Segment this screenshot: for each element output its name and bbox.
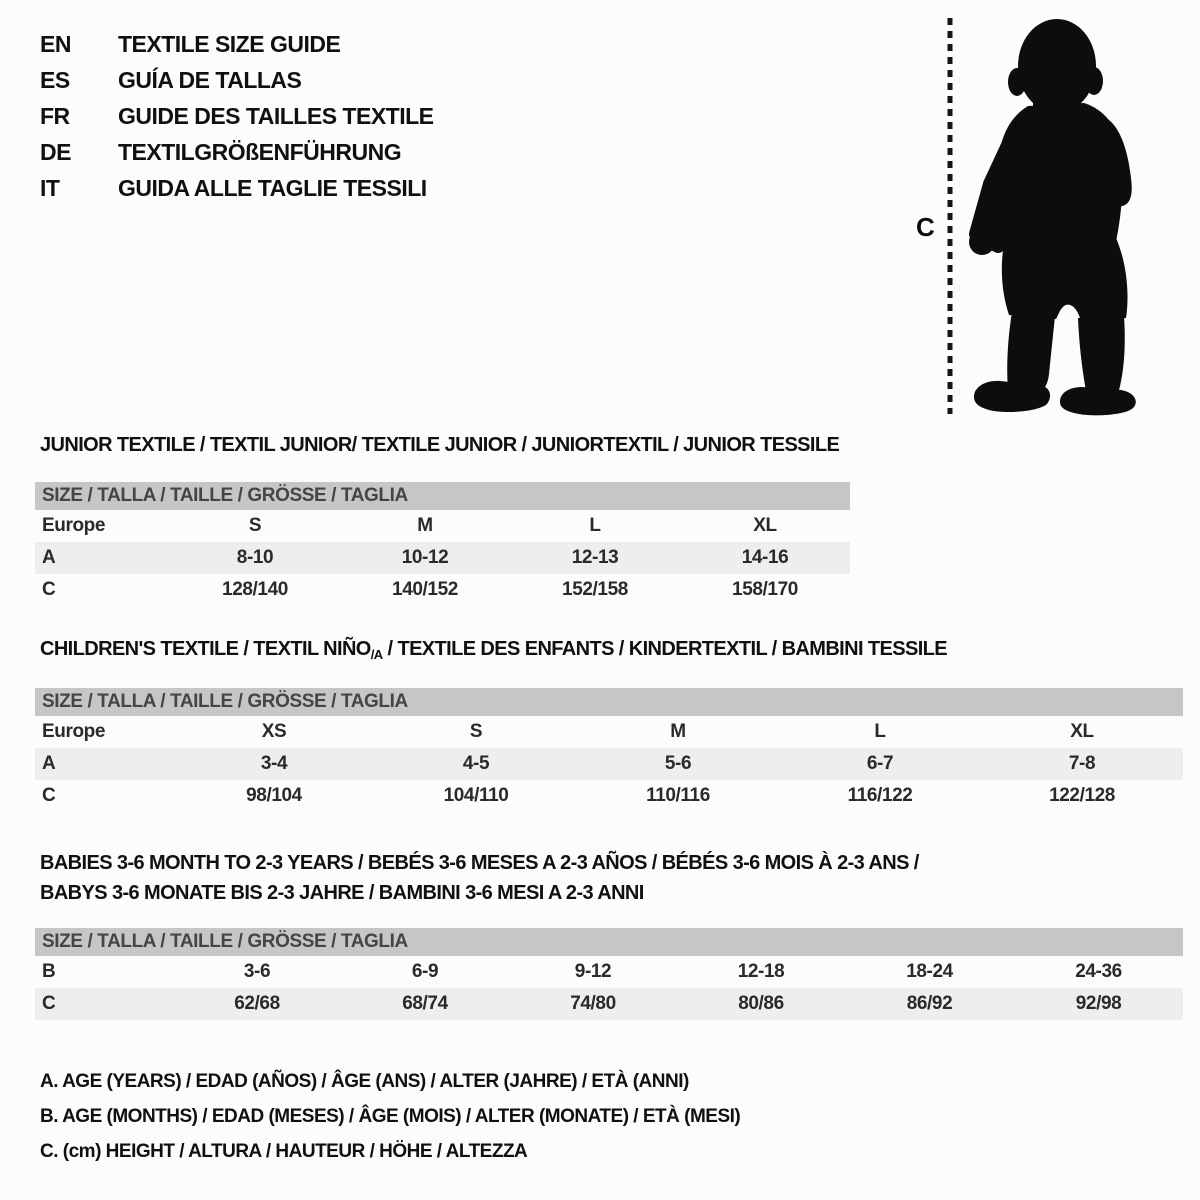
language-code: EN	[40, 31, 71, 57]
size-value: 62/68	[173, 988, 341, 1020]
size-value: 104/110	[443, 785, 509, 806]
size-value: 68/74	[341, 988, 509, 1020]
size-value: 7-8	[981, 748, 1183, 780]
size-header-label: SIZE / TALLA / TAILLE / GRÖSSE / TAGLIA	[35, 688, 1183, 716]
size-value: 122/128	[1049, 785, 1115, 806]
size-value: 158/170	[732, 579, 798, 600]
size-value: 128/140	[222, 579, 288, 600]
language-code: DE	[40, 139, 71, 165]
language-title-list	[40, 26, 434, 206]
size-value: 152/158	[562, 579, 628, 600]
note-age-months: B. AGE (MONTHS) / EDAD (MESES) / ÂGE (MOIS) / ALTER (MONATE) / ETÀ (MESI)	[40, 1106, 741, 1127]
table-row	[35, 574, 850, 606]
size-value: 92/98	[1014, 988, 1183, 1020]
size-value: 9-12	[574, 961, 612, 982]
row-label: Europe	[42, 515, 106, 536]
list-item	[40, 134, 434, 170]
row-label: C	[42, 785, 56, 806]
size-value: 3-4	[173, 748, 375, 780]
table-row	[35, 542, 850, 574]
heading-line: BABYS 3-6 MONATE BIS 2-3 JAHRE / BAMBINI 3-6 MESI A 2-3 ANNI	[40, 882, 644, 904]
heading-subscript: /A	[370, 647, 383, 662]
table-row	[35, 510, 850, 542]
junior-section-heading: JUNIOR TEXTILE / TEXTIL JUNIOR/ TEXTILE JUNIOR / JUNIORTEXTIL / JUNIOR TESSILE	[40, 434, 840, 456]
table-header-bar	[35, 482, 850, 510]
list-item	[40, 26, 434, 62]
size-value: 6-9	[411, 961, 439, 982]
guide-title: GUÍA DE TALLAS	[118, 67, 302, 93]
table-row	[35, 988, 1183, 1020]
size-header-label: SIZE / TALLA / TAILLE / GRÖSSE / TAGLIA	[35, 482, 850, 510]
size-value: XS	[261, 721, 287, 742]
row-label: Europe	[42, 721, 106, 742]
size-value: 10-12	[340, 542, 510, 574]
size-value: L	[589, 515, 601, 536]
size-value: XL	[753, 515, 777, 536]
heading-text: CHILDREN'S TEXTILE / TEXTIL NIÑO	[40, 638, 371, 660]
size-value: 80/86	[677, 988, 845, 1020]
note-age-years: A. AGE (YEARS) / EDAD (AÑOS) / ÂGE (ANS) / ALTER (JAHRE) / ETÀ (ANNI)	[40, 1071, 689, 1092]
size-value: XL	[1070, 721, 1094, 742]
size-value: M	[417, 515, 433, 536]
heading-line: BABIES 3-6 MONTH TO 2-3 YEARS / BEBÉS 3-6 MESES A 2-3 AÑOS / BÉBÉS 3-6 MOIS À 2-3 ANS /	[40, 852, 919, 874]
babies-size-table	[35, 928, 1183, 1020]
table-row	[35, 780, 1183, 812]
size-value: 14-16	[680, 542, 850, 574]
size-value: S	[469, 721, 483, 742]
size-value: 18-24	[906, 961, 953, 982]
size-value: 12-13	[510, 542, 680, 574]
size-value: 116/122	[847, 785, 913, 806]
table-row	[35, 748, 1183, 780]
heading-text: / TEXTILE DES ENFANTS / KINDERTEXTIL / BAMBINI TESSILE	[382, 638, 948, 660]
legend-notes	[40, 1064, 740, 1169]
size-value: 8-10	[170, 542, 340, 574]
table-row	[35, 716, 1183, 748]
height-measure-label: C	[916, 212, 935, 242]
size-value: 3-6	[243, 961, 271, 982]
row-label: C	[42, 579, 56, 600]
size-value: 4-5	[375, 748, 577, 780]
size-value: 98/104	[246, 785, 302, 806]
guide-title: TEXTILE SIZE GUIDE	[118, 31, 341, 57]
size-value: 74/80	[509, 988, 677, 1020]
size-header-label: SIZE / TALLA / TAILLE / GRÖSSE / TAGLIA	[35, 928, 1183, 956]
toddler-silhouette	[900, 6, 1170, 422]
table-header-bar	[35, 688, 1183, 716]
language-code: ES	[40, 67, 70, 93]
language-code: FR	[40, 103, 70, 129]
babies-section-heading	[40, 848, 919, 908]
height-figure	[900, 6, 1170, 422]
size-value: L	[874, 721, 886, 742]
size-value: M	[670, 721, 686, 742]
table-header-bar	[35, 928, 1183, 956]
size-value: 5-6	[577, 748, 779, 780]
children-size-table	[35, 688, 1183, 812]
row-label: A	[35, 542, 170, 574]
junior-size-table	[35, 482, 850, 606]
row-label: C	[35, 988, 173, 1020]
size-value: 12-18	[737, 961, 785, 982]
children-section-heading	[40, 638, 947, 662]
guide-title: TEXTILGRÖßENFÜHRUNG	[118, 139, 402, 165]
note-height-cm: C. (cm) HEIGHT / ALTURA / HAUTEUR / HÖHE / ALTEZZA	[40, 1141, 528, 1162]
size-value: 86/92	[845, 988, 1014, 1020]
row-label: A	[35, 748, 173, 780]
size-value: 110/116	[646, 785, 710, 806]
guide-title: GUIDE DES TAILLES TEXTILE	[118, 103, 434, 129]
size-value: 6-7	[779, 748, 981, 780]
list-item	[40, 170, 434, 206]
list-item	[40, 62, 434, 98]
size-value: S	[248, 515, 262, 536]
list-item	[40, 98, 434, 134]
row-label: B	[42, 961, 56, 982]
table-row	[35, 956, 1183, 988]
size-value: 140/152	[392, 579, 458, 600]
guide-title: GUIDA ALLE TAGLIE TESSILI	[118, 175, 427, 201]
language-code: IT	[40, 175, 60, 201]
size-value: 24-36	[1075, 961, 1122, 982]
